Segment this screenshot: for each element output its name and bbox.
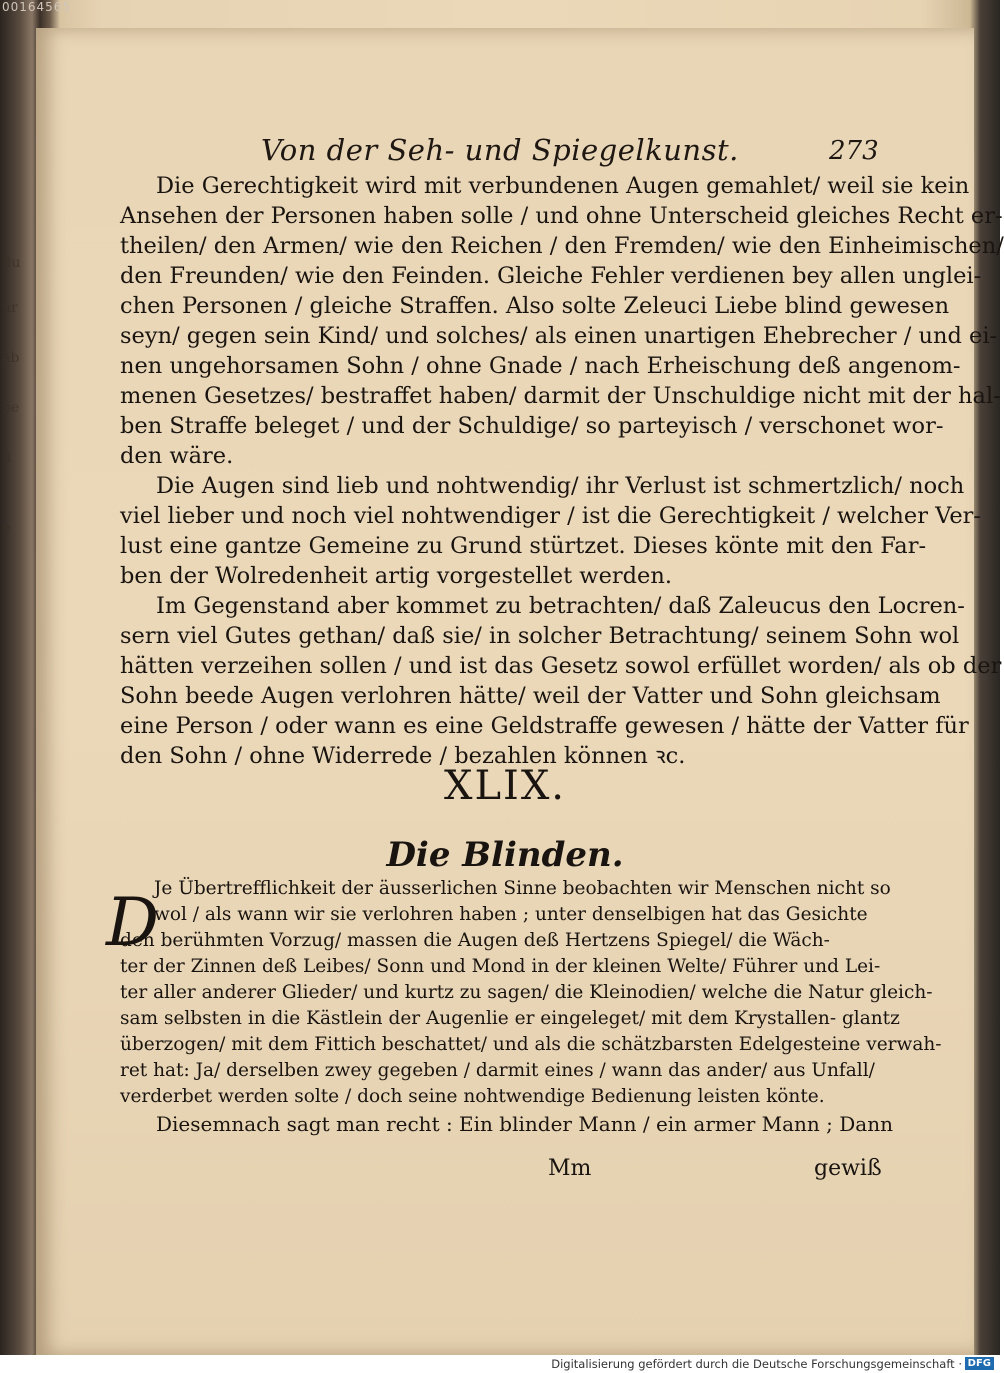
text-line: ben Straffe beleget / und der Schuldige/ so parteyisch / verschonet wor- (120, 413, 944, 439)
margin-fragment: li (2, 450, 11, 466)
book-page (36, 28, 1004, 1355)
margin-fragment: be (2, 400, 20, 416)
text-line: ter aller anderer Glieder/ und kurtz zu sagen/ die Kleinodien/ welche die Natur gleich- (120, 982, 933, 1003)
text-line: den wäre. (120, 443, 234, 469)
text-line: Die Gerechtigkeit wird mit verbundenen Augen gemahlet/ weil sie kein (156, 173, 970, 199)
text-line: ret hat: Ja/ derselben zwey gegeben / darmit eines / wann das ander/ aus Unfall/ (120, 1060, 875, 1081)
text-line: lust eine gantze Gemeine zu Grund stürtzet. Dieses könte mit den Far- (120, 533, 927, 559)
chapter-number: XLIX. (443, 763, 567, 809)
text-line: sam selbsten in die Kästlein der Augenlie er eingeleget/ mit dem Krystallen- glantz (120, 1008, 900, 1029)
text-line: chen Personen / gleiche Straffen. Also solte Zeleuci Liebe blind gewesen (120, 293, 950, 319)
drop-cap-initial: D (106, 884, 159, 961)
running-head: Von der Seh- und Spiegelkunst. (261, 133, 739, 167)
text-line: den Sohn / ohne Widerrede / bezahlen können ꝛc. (120, 743, 686, 769)
margin-fragment: fiu (2, 255, 21, 271)
text-line: den Freunden/ wie den Feinden. Gleiche Fehler verdienen bey allen unglei- (120, 263, 982, 289)
text-line: Je Übertrefflichkeit der äusserlichen Sinne beobachten wir Menschen nicht so (154, 878, 891, 899)
footer-bar (0, 1355, 1000, 1373)
page-number: 273 (829, 136, 879, 166)
margin-fragment: e (2, 520, 11, 536)
text-line: seyn/ gegen sein Kind/ und solches/ als einen unartigen Ehebrecher / und ei- (120, 323, 998, 349)
margin-fragment: ur (2, 300, 18, 316)
catchword: gewiß (814, 1156, 882, 1181)
text-line: Im Gegenstand aber kommet zu betrachten/ daß Zaleucus den Locren- (156, 593, 965, 619)
margin-fragment: ab (2, 350, 20, 366)
text-line: Die Augen sind lieb und nohtwendig/ ihr Verlust ist schmertzlich/ noch (156, 473, 965, 499)
text-line: Ansehen der Personen haben solle / und ohne Unterscheid gleiches Recht er- (120, 203, 1003, 229)
text-line: theilen/ den Armen/ wie den Reichen / den Fremden/ wie den Einheimischen/ (120, 233, 1004, 259)
text-line: viel lieber und noch viel nohtwendiger / ist die Gerechtigkeit / welcher Ver- (120, 503, 981, 529)
text-line: Sohn beede Augen verlohren hätte/ weil der Vatter und Sohn gleichsam (120, 683, 941, 709)
dfg-logo-icon: DFG (965, 1357, 994, 1370)
text-line: eine Person / oder wann es eine Geldstraffe gewesen / hätte der Vatter für (120, 713, 969, 739)
text-line: ter der Zinnen deß Leibes/ Sonn und Mond in der kleinen Welte/ Führer und Lei- (120, 956, 881, 977)
signature-mark: Mm (548, 1156, 592, 1181)
text-line: verderbet werden solte / doch seine nohtwendige Bedienung leisten könte. (120, 1086, 825, 1107)
text-line: nen ungehorsamen Sohn / ohne Gnade / nach Erheischung deß angenom- (120, 353, 961, 379)
text-line: den berühmten Vorzug/ massen die Augen deß Hertzens Spiegel/ die Wäch- (120, 930, 830, 951)
text-line: überzogen/ mit dem Fittich beschattet/ und als die schätzbarsten Edelgesteine verwah- (120, 1034, 942, 1055)
text-line: wol / als wann wir sie verlohren haben ; unter denselbigen hat das Gesichte (154, 904, 868, 925)
text-line: sern viel Gutes gethan/ daß sie/ in solcher Betrachtung/ seinem Sohn wol (120, 623, 960, 649)
scan-id-label: 00164565 (2, 0, 72, 14)
chapter-title: Die Blinden. (386, 835, 624, 875)
text-line: ben der Wolredenheit artig vorgestellet werden. (120, 563, 672, 589)
text-line: Diesemnach sagt man recht : Ein blinder Mann / ein armer Mann ; Dann (156, 1112, 893, 1136)
text-line: menen Gesetzes/ bestraffet haben/ darmit der Unschuldige nicht mit der hal- (120, 383, 1001, 409)
funding-notice: Digitalisierung gefördert durch die Deutsche Forschungsgemeinschaft · (551, 1357, 962, 1371)
text-line: hätten verzeihen sollen / und ist das Gesetz sowol erfüllet worden/ als ob der (120, 653, 1002, 679)
